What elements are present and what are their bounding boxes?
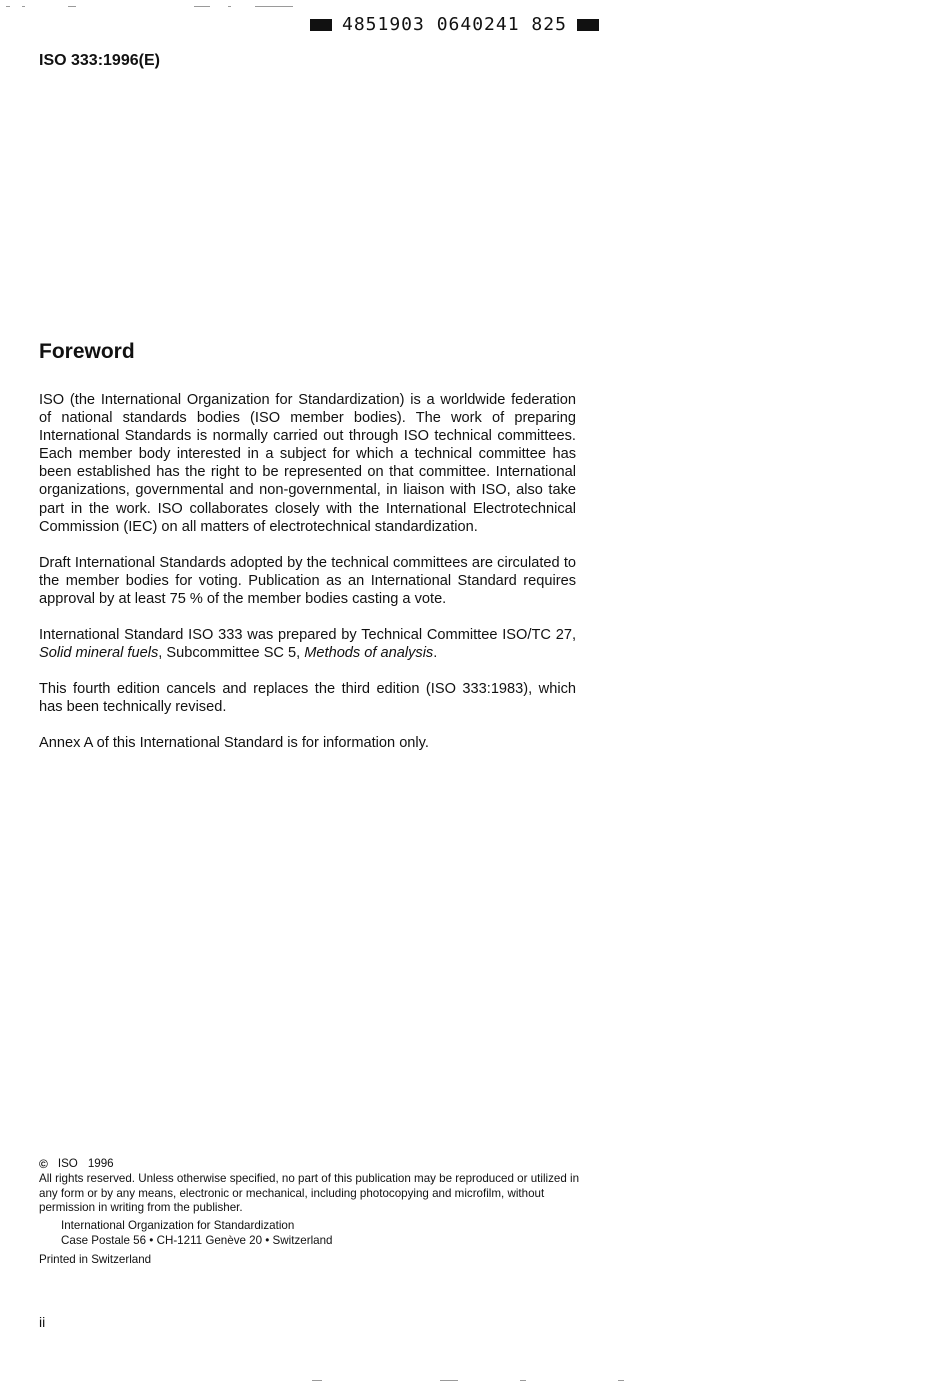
paragraph-1: ISO (the International Organization for Standardization) is a worldwide federation of national standards bodies (ISO member bodies). The work of preparing International Standards is normally carried out through ISO technical committees. Each member body interested in a subject for which a technical committee has been established has the right to be represented on that committee. International organizations, governmental and non-governmental, in liaison with ISO, also take part in the work. ISO collaborates closely with the International Electrotechnical Commission (IEC) on all matters of electrotechnical standardization. (39, 392, 576, 535)
printed-in: Printed in Switzerland (39, 1252, 152, 1266)
paragraph-3-committee-name: Solid mineral fuels (39, 645, 159, 662)
document-reference: ISO 333:1996(E) (39, 52, 160, 69)
copyright-notice (39, 1157, 584, 1268)
scan-artifact-marks (0, 6, 300, 10)
paragraph-4: This fourth edition cancels and replaces the third edition (ISO 333:1983), which has been technically revised. (39, 681, 576, 716)
foreword-body (39, 391, 576, 771)
barcode-number: 4851903 0640241 825 (342, 14, 567, 35)
rights-statement: All rights reserved. Unless otherwise specified, no part of this publication may be reproduced or utilized in any form or by any means, electronic or mechanical, including photocopying and microfilm, without permission in writing from the publisher. (39, 1171, 580, 1215)
barcode-header (310, 13, 599, 37)
copyright-year: 1996 (87, 1157, 114, 1170)
copyright-icon: © (39, 1157, 48, 1171)
barcode-block-right (577, 19, 599, 31)
paragraph-3-subcommittee-name: Methods of analysis (304, 645, 434, 662)
paragraph-3-text-a: International Standard ISO 333 was prepared by Technical Committee ISO/TC 27, (39, 627, 576, 644)
copyright-holder: ISO (57, 1157, 78, 1170)
paragraph-3-text-b: , Subcommittee SC 5, (158, 645, 305, 662)
section-title: Foreword (39, 340, 135, 363)
barcode-block-left (310, 19, 332, 31)
copyright-line (39, 1157, 584, 1172)
page-number: ii (39, 1314, 46, 1330)
paragraph-5: Annex A of this International Standard is for information only. (39, 735, 429, 752)
paragraph-2: Draft International Standards adopted by the technical committees are circulated to the member bodies for voting. Publication as an International Standard requires approval by at least 75 % of the member bodies casting a vote. (39, 554, 576, 607)
paragraph-3 (39, 626, 576, 662)
paragraph-3-text-c: . (433, 645, 438, 662)
scan-artifact-bottom (300, 1380, 640, 1382)
publisher-address: Case Postale 56 • CH-1211 Genève 20 • Switzerland (61, 1233, 333, 1247)
publisher-organization: International Organization for Standardization (61, 1219, 295, 1233)
